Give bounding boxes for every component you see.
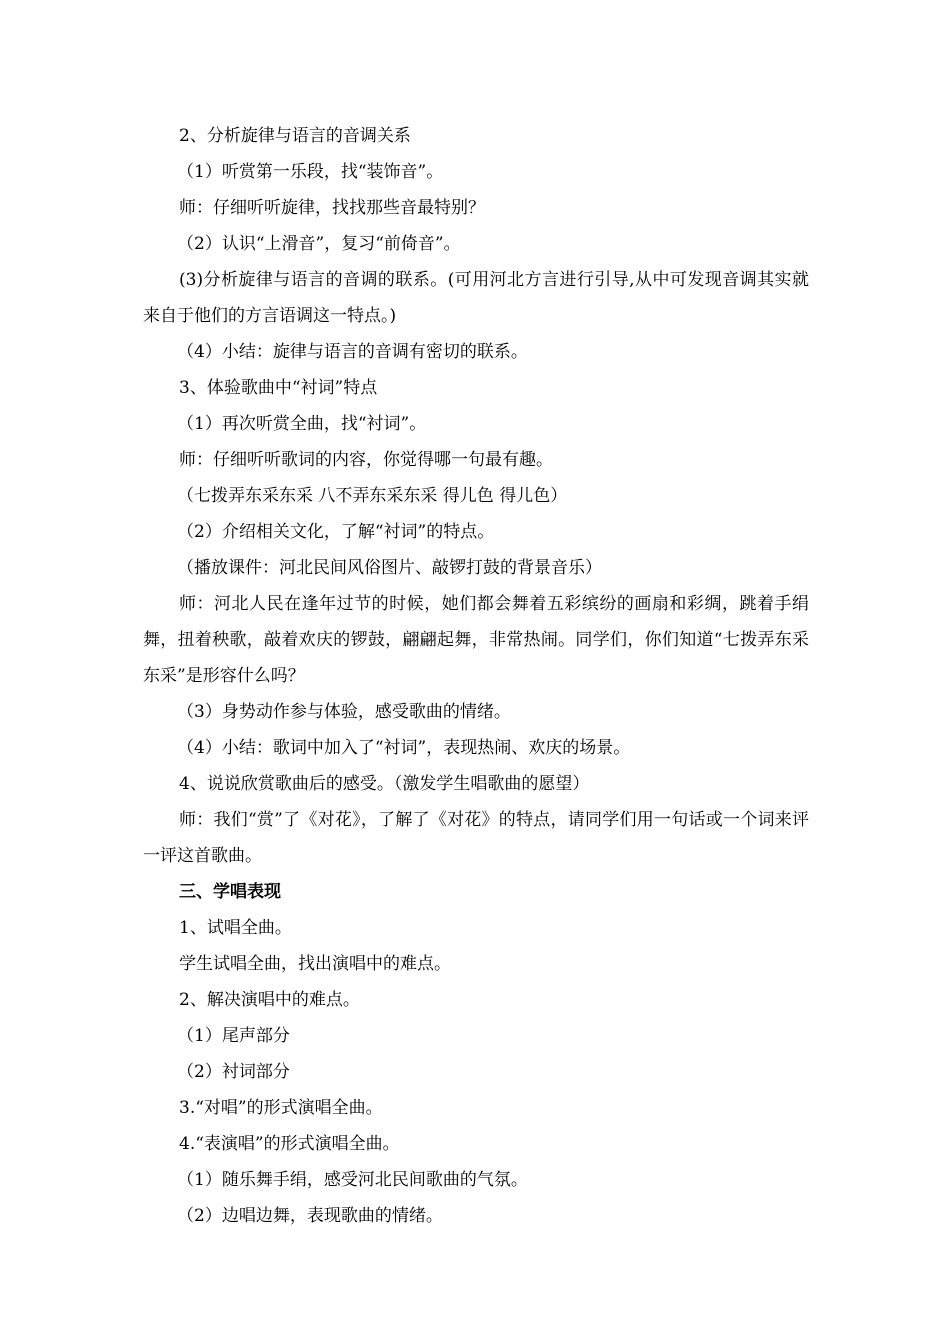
paragraph-wrap: 师：我们“赏”了《对花》，了解了《对花》的特点，请同学们用一句话或一个词来评一评这首歌曲。 <box>143 810 809 866</box>
list-item: （2）认识“上滑音”，复习“前倚音”。 <box>177 234 461 254</box>
step-item: 学生试唱全曲，找出演唱中的难点。 <box>179 954 451 974</box>
step-item: 1、试唱全曲。 <box>179 918 292 938</box>
list-item: （4）小结：歌词中加入了“衬词”，表现热闹、欢庆的场景。 <box>177 738 631 758</box>
section-heading-3: 3、体验歌曲中“衬词”特点 <box>179 378 378 398</box>
paragraph-wrap: 师：河北人民在逢年过节的时候，她们都会舞着五彩缤纷的画扇和彩绸，跳着手绢舞，扭着秧歌，敲着欢庆的锣鼓，翩翩起舞，非常热闹。同学们，你们知道“七拨弄东采东采”是形容什么吗？ <box>143 594 809 686</box>
list-item: （1）随乐舞手绢，感受河北民间歌曲的气氛。 <box>177 1170 528 1190</box>
paragraph-wrap: (3)分析旋律与语言的音调的联系。(可用河北方言进行引导,从中可发现音调其实就来自于他们的方言语调这一特点。) <box>143 270 809 326</box>
document-body <box>143 118 809 1234</box>
list-item: （4）小结：旋律与语言的音调有密切的联系。 <box>177 342 528 362</box>
list-item: （1）听赏第一乐段，找“装饰音”。 <box>177 162 444 182</box>
section-heading-4: 4、说说欣赏歌曲后的感受。（激发学生唱歌曲的愿望） <box>179 774 590 794</box>
step-item: 4.“表演唱”的形式演唱全曲。 <box>179 1134 400 1154</box>
section-heading-2: 2、分析旋律与语言的音调关系 <box>179 126 411 146</box>
step-item: 2、解决演唱中的难点。 <box>179 990 360 1010</box>
lyrics-line: （七拨弄东采东采 八不弄东采东采 得儿色 得儿色） <box>177 486 568 506</box>
list-item: （2）介绍相关文化，了解“衬词”的特点。 <box>177 522 495 542</box>
teacher-line: 师：仔细听听歌词的内容，你觉得哪一句最有趣。 <box>179 450 553 470</box>
list-item: （1）尾声部分 <box>177 1026 290 1046</box>
step-item: 3.“对唱”的形式演唱全曲。 <box>179 1098 383 1118</box>
list-item: （1）再次听赏全曲，找“衬词”。 <box>177 414 427 434</box>
list-item: （2）边唱边舞，表现歌曲的情绪。 <box>177 1206 443 1226</box>
part-heading: 三、学唱表现 <box>179 882 281 902</box>
courseware-note: （播放课件：河北民间风俗图片、敲锣打鼓的背景音乐） <box>177 558 602 578</box>
list-item: （3）身势动作参与体验，感受歌曲的情绪。 <box>177 702 511 722</box>
teacher-line: 师：仔细听听旋律，找找那些音最特别？ <box>179 198 485 218</box>
list-item: （2）衬词部分 <box>177 1062 290 1082</box>
